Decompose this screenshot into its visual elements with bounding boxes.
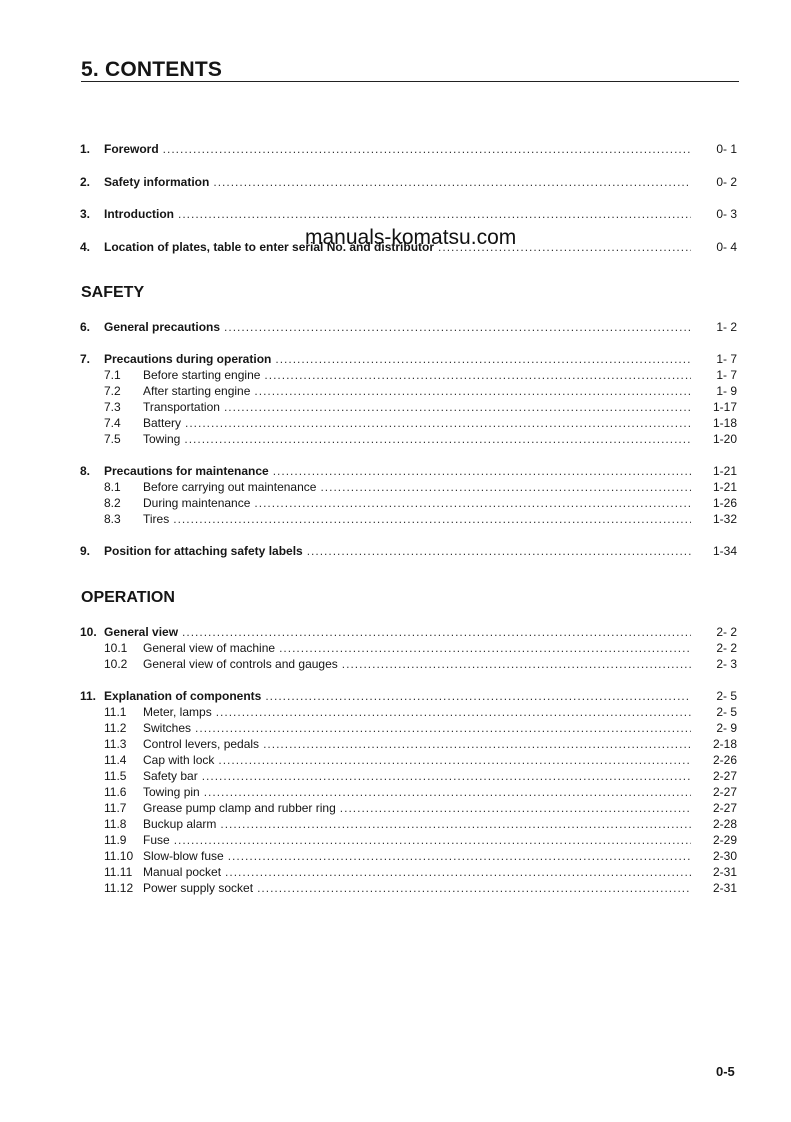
section-heading-safety: SAFETY [81,284,145,301]
entry-number: 11.6 [104,785,127,799]
dot-leader [163,141,691,157]
entry-title: Location of plates, table to enter serial No. and distributor [104,240,435,254]
entry-page: 1-21 [712,464,737,478]
entry-title: Transportation [143,400,220,414]
entry-page: 1-26 [712,496,737,510]
entry-page: 1-34 [712,544,737,558]
entry-page: 1- 7 [716,368,737,382]
entry-number: 11.5 [104,769,127,783]
entry-number: 10. [80,625,97,639]
dot-leader [225,864,691,880]
entry-title: Explanation of components [104,689,262,703]
entry-page: 2- 2 [716,625,737,639]
toc-subentry[interactable] [80,816,737,832]
entry-page: 2- 5 [716,705,737,719]
toc-subentry[interactable] [80,768,737,784]
dot-leader [279,640,691,656]
title-rule [81,81,739,82]
entry-title: Cap with lock [143,753,215,767]
entry-title: Position for attaching safety labels [104,544,303,558]
entry-page: 0- 4 [716,240,737,254]
dot-leader [185,415,691,431]
entry-title: Before carrying out maintenance [143,480,317,494]
entry-number: 11.2 [104,721,127,735]
entry-page: 1-21 [712,480,737,494]
entry-number: 11.7 [104,801,127,815]
entry-page: 2- 9 [716,721,737,735]
toc-subentry[interactable] [80,832,737,848]
footer-page-number: 0-5 [716,1064,735,1079]
toc-entry[interactable] [80,624,737,640]
entry-number: 2. [80,175,91,189]
entry-number: 4. [80,240,91,254]
entry-page: 2-27 [712,801,737,815]
entry-number: 7. [80,352,91,366]
entry-number: 8.3 [104,512,121,526]
toc-subentry[interactable] [80,720,737,736]
entry-number: 3. [80,207,91,221]
dot-leader [254,383,691,399]
entry-number: 11.1 [104,705,127,719]
entry-number: 11.4 [104,753,127,767]
dot-leader [275,351,691,367]
entry-title: Foreword [104,142,159,156]
toc-subentry[interactable] [80,784,737,800]
entry-page: 2-28 [712,817,737,831]
dot-leader [254,495,691,511]
toc-entry[interactable] [80,319,737,335]
dot-leader [182,624,691,640]
section-heading-operation: OPERATION [81,589,175,606]
entry-title: Fuse [143,833,170,847]
entry-page: 2-30 [712,849,737,863]
toc-subentry[interactable] [80,704,737,720]
dot-leader [228,848,691,864]
entry-page: 1-17 [712,400,737,414]
entry-page: 2- 3 [716,657,737,671]
entry-number: 10.2 [104,657,128,671]
entry-title: General view of controls and gauges [143,657,338,671]
entry-title: General view [104,625,179,639]
entry-number: 6. [80,320,91,334]
dot-leader [257,880,691,896]
entry-number: 11.8 [104,817,127,831]
entry-title: Precautions during operation [104,352,272,366]
entry-title: Buckup alarm [143,817,217,831]
toc-subentry[interactable] [80,880,737,896]
dot-leader [218,752,691,768]
entry-title: Safety information [104,175,210,189]
entry-title: Control levers, pedals [143,737,260,751]
entry-page: 1- 9 [716,384,737,398]
entry-number: 11. [80,689,97,703]
dot-leader [224,399,691,415]
toc-subentry[interactable] [80,800,737,816]
entry-title: Manual pocket [143,865,222,879]
entry-page: 0- 2 [716,175,737,189]
entry-page: 2-18 [712,737,737,751]
entry-number: 7.4 [104,416,121,430]
entry-page: 1- 7 [716,352,737,366]
entry-number: 1. [80,142,91,156]
toc-subentry[interactable] [80,752,737,768]
entry-title: Switches [143,721,192,735]
entry-page: 1-18 [712,416,737,430]
toc-subentry[interactable] [80,367,737,383]
entry-number: 7.5 [104,432,121,446]
entry-page: 0- 1 [716,142,737,156]
watermark: manuals-komatsu.com [305,226,517,249]
toc-subentry[interactable] [80,656,737,672]
entry-page: 2-26 [712,753,737,767]
entry-number: 7.1 [104,368,121,382]
toc-subentry[interactable] [80,479,737,495]
toc-subentry[interactable] [80,511,737,527]
dot-leader [307,543,691,559]
entry-number: 7.3 [104,400,121,414]
entry-title: During maintenance [143,496,251,510]
toc-subentry[interactable] [80,848,737,864]
entry-page: 2-27 [712,785,737,799]
entry-page: 1-32 [712,512,737,526]
dot-leader [184,431,691,447]
entry-page: 0- 3 [716,207,737,221]
dot-leader [342,656,691,672]
entry-title: Tires [143,512,170,526]
entry-title: Safety bar [143,769,198,783]
toc-subentry[interactable] [80,864,737,880]
toc-entry-safety-information[interactable] [80,174,737,190]
entry-number: 9. [80,544,91,558]
entry-number: 11.3 [104,737,127,751]
entry-page: 1-20 [712,432,737,446]
entry-page: 2- 2 [716,641,737,655]
toc-entry[interactable] [80,463,737,479]
dot-leader [220,816,691,832]
entry-number: 8.2 [104,496,121,510]
entry-page: 2-31 [712,865,737,879]
entry-number: 11.12 [104,881,134,895]
entry-title: Power supply socket [143,881,254,895]
toc-subentry[interactable] [80,399,737,415]
entry-number: 11.11 [104,865,133,879]
toc-subentry[interactable] [80,431,737,447]
toc-entry-foreword[interactable] [80,141,737,157]
entry-title: Introduction [104,207,174,221]
dot-leader [174,832,691,848]
entry-title: Precautions for maintenance [104,464,269,478]
entry-number: 7.2 [104,384,121,398]
page-title: 5. CONTENTS [81,58,223,81]
entry-title: General precautions [104,320,221,334]
entry-title: Towing pin [143,785,200,799]
dot-leader [224,319,691,335]
dot-leader [340,800,691,816]
toc-subentry[interactable] [80,415,737,431]
dot-leader [265,688,691,704]
dot-leader [263,736,691,752]
toc-subentry[interactable] [80,640,737,656]
dot-leader [195,720,691,736]
toc-entry-introduction[interactable] [80,206,737,222]
entry-number: 8. [80,464,91,478]
entry-title: After starting engine [143,384,251,398]
toc-entry[interactable] [80,351,737,367]
dot-leader [216,704,691,720]
entry-title: Slow-blow fuse [143,849,224,863]
entry-title: Towing [143,432,181,446]
dot-leader [264,367,691,383]
toc-entry[interactable] [80,688,737,704]
entry-number: 11.9 [104,833,127,847]
toc-entry[interactable] [80,543,737,559]
toc-subentry[interactable] [80,383,737,399]
dot-leader [273,463,691,479]
entry-title: General view of machine [143,641,276,655]
dot-leader [173,511,691,527]
dot-leader [320,479,691,495]
entry-title: Battery [143,416,182,430]
entry-page: 2-27 [712,769,737,783]
toc-subentry[interactable] [80,736,737,752]
entry-title: Meter, lamps [143,705,212,719]
dot-leader [213,174,691,190]
entry-title: Grease pump clamp and rubber ring [143,801,336,815]
dot-leader [178,206,691,222]
entry-page: 2-29 [712,833,737,847]
toc-subentry[interactable] [80,495,737,511]
entry-number: 11.10 [104,849,134,863]
entry-page: 2- 5 [716,689,737,703]
dot-leader [204,784,691,800]
entry-page: 2-31 [712,881,737,895]
dot-leader [202,768,691,784]
entry-number: 10.1 [104,641,128,655]
entry-number: 8.1 [104,480,121,494]
entry-title: Before starting engine [143,368,261,382]
entry-page: 1- 2 [716,320,737,334]
